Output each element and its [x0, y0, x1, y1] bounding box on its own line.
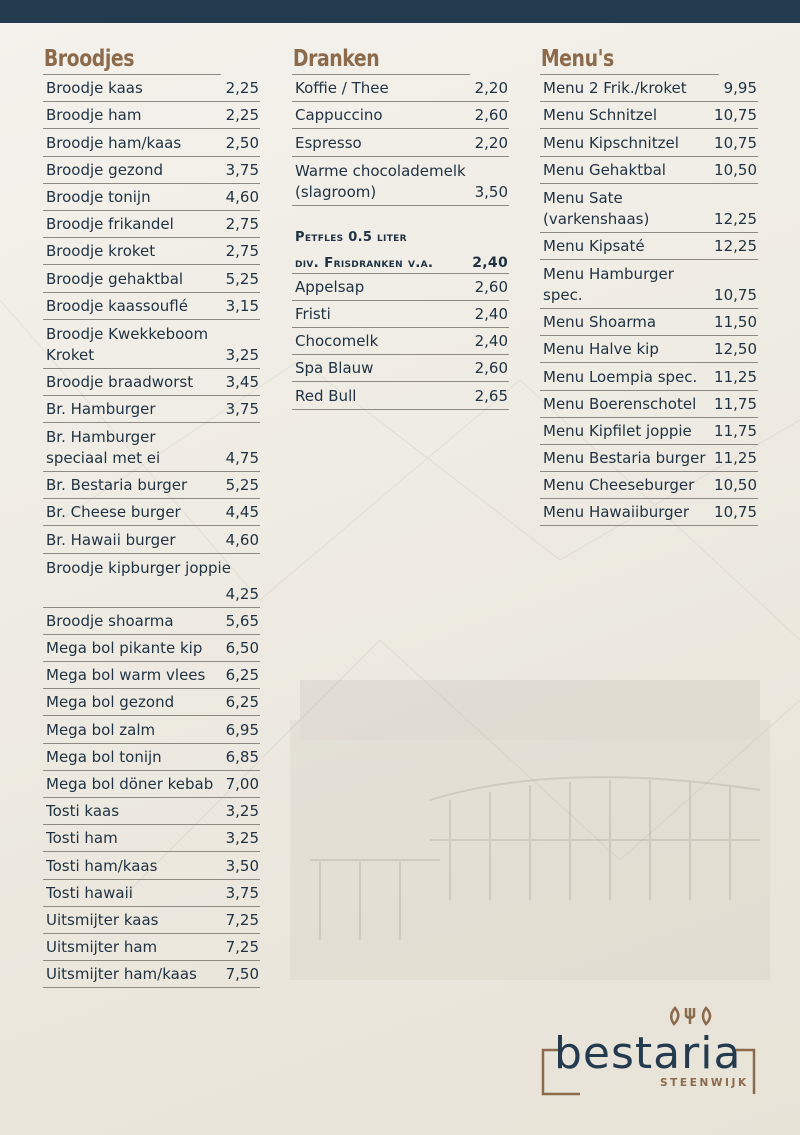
menu-item: [292, 355, 509, 382]
item-price: 5,25: [225, 269, 259, 288]
menu-item: [43, 396, 260, 423]
item-name: Tosti kaas: [46, 802, 120, 821]
menu-item: [43, 880, 260, 907]
item-name: Menu Sate (varkenshaas): [543, 188, 650, 228]
item-name: Broodje Kwekkeboom Kroket: [46, 324, 209, 364]
menu-item: [540, 391, 758, 418]
menu-item: [43, 499, 260, 526]
menu-item: [292, 274, 509, 301]
item-name: Red Bull: [295, 386, 357, 405]
item-price: 6,25: [225, 666, 259, 685]
item-price: 7,25: [225, 938, 259, 957]
menu-item: [540, 129, 758, 156]
menu-item: [540, 157, 758, 184]
item-price: 3,75: [225, 400, 259, 419]
item-name: Br. Hamburger speciaal met ei: [46, 428, 161, 468]
menu-item: [43, 75, 260, 102]
item-name: Koffie / Thee: [295, 79, 389, 98]
item-price: 12,50: [714, 340, 757, 359]
item-name: Menu Boerenschotel: [543, 394, 697, 413]
menu-item: [43, 608, 260, 635]
menu-item: [43, 907, 260, 934]
menu-item: [43, 211, 260, 238]
menu-item: [43, 293, 260, 320]
item-price: 6,85: [225, 747, 259, 766]
menu-item: [540, 260, 758, 309]
bestaria-logo: [540, 1002, 760, 1097]
item-name: Menu Cheeseburger: [543, 476, 695, 495]
column-dranken: [292, 44, 509, 410]
item-price: 3,45: [225, 372, 259, 391]
menu-item: [540, 499, 758, 526]
item-name: Menu 2 Frik./kroket: [543, 79, 687, 98]
menu-item: [43, 157, 260, 184]
item-price: 7,25: [225, 910, 259, 929]
item-price: 3,25: [225, 802, 259, 821]
menus-list: [540, 75, 758, 526]
item-name: Broodje kaassouflé: [46, 296, 188, 315]
frisdranken-row: [292, 247, 509, 274]
menu-item: [43, 825, 260, 852]
item-price: 7,00: [225, 774, 259, 793]
frisdranken-label: div. Frisdranken v.a.: [295, 254, 434, 271]
menu-item: [292, 328, 509, 355]
item-name: Menu Loempia spec.: [543, 367, 698, 386]
item-price: 3,50: [474, 182, 508, 201]
menu-item: [292, 301, 509, 328]
menu-item: [540, 336, 758, 363]
item-name: Menu Bestaria burger: [543, 449, 706, 468]
item-name: Broodje gezond: [46, 160, 163, 179]
menu-item: [540, 75, 758, 102]
item-name: Espresso: [295, 133, 362, 152]
item-price: 7,50: [225, 965, 259, 984]
section-title-menus: Menu's: [540, 44, 719, 75]
item-price: 2,65: [474, 386, 508, 405]
broodjes-list: [43, 75, 260, 988]
item-name: Menu Shoarma: [543, 313, 657, 332]
item-name: Menu Schnitzel: [543, 106, 658, 125]
menu-item: [43, 320, 260, 369]
column-menus: [540, 44, 758, 526]
item-name: Menu Kipsaté: [543, 236, 645, 255]
item-name: Br. Hawaii burger: [46, 530, 176, 549]
item-name: Mega bol tonijn: [46, 747, 162, 766]
menu-item: [540, 102, 758, 129]
item-name: Br. Cheese burger: [46, 503, 181, 522]
menu-item: [43, 744, 260, 771]
menu-item: [43, 554, 260, 608]
menu-item: [292, 157, 509, 206]
item-price: 10,75: [714, 503, 757, 522]
menu-item: [43, 798, 260, 825]
item-price: 11,50: [714, 313, 757, 332]
item-price: 9,95: [723, 79, 757, 98]
item-price: 2,60: [474, 277, 508, 296]
menu-item: [43, 934, 260, 961]
item-name: Mega bol gezond: [46, 693, 175, 712]
item-name: Broodje tonijn: [46, 187, 151, 206]
item-name: Broodje kipburger joppie: [46, 559, 231, 578]
item-name: Mega bol zalm: [46, 720, 156, 739]
menu-item: [43, 472, 260, 499]
menu-item: [43, 423, 260, 472]
menu-item: [540, 472, 758, 499]
item-name: Mega bol pikante kip: [46, 639, 203, 657]
menu-item: [292, 102, 509, 129]
item-name: Broodje braadworst: [46, 372, 194, 391]
item-name: Menu Kipfilet joppie: [543, 421, 692, 440]
item-price: 4,75: [225, 449, 259, 468]
menu-item: [43, 184, 260, 211]
petfles-subheading: [292, 220, 509, 247]
menu-item: [43, 771, 260, 798]
item-name: Broodje frikandel: [46, 215, 174, 234]
item-price: 4,25: [225, 584, 259, 603]
section-title-broodjes: Broodjes: [43, 44, 221, 75]
item-price: 10,75: [714, 285, 757, 304]
menu-item: [43, 662, 260, 689]
menu-item: [43, 265, 260, 292]
item-price: 3,75: [225, 160, 259, 179]
menu-item: [292, 129, 509, 156]
item-price: 10,50: [714, 476, 757, 495]
logo-tagline: STEENWIJK: [660, 1077, 749, 1089]
item-price: 3,25: [225, 829, 259, 848]
item-price: 2,40: [474, 304, 508, 323]
dranken-list-after: [292, 274, 509, 410]
section-title-dranken: Dranken: [292, 44, 470, 75]
item-price: 3,25: [225, 345, 259, 364]
item-name: Uitsmijter ham: [46, 938, 158, 957]
item-name: Broodje gehaktbal: [46, 269, 184, 288]
item-price: 3,50: [225, 856, 259, 875]
item-name: Menu Hamburger spec.: [543, 264, 674, 304]
item-price: 6,95: [225, 720, 259, 739]
column-broodjes: [43, 44, 260, 988]
menu-item: [43, 689, 260, 716]
item-name: Uitsmijter ham/kaas: [46, 965, 197, 984]
menu-item: [43, 238, 260, 265]
item-price: 4,60: [225, 187, 259, 206]
item-price: 2,75: [225, 242, 259, 261]
item-price: 10,50: [714, 160, 757, 179]
item-price: 6,25: [225, 693, 259, 712]
item-name: Broodje kroket: [46, 242, 156, 261]
item-name: Spa Blauw: [295, 359, 374, 378]
menu-item: [43, 635, 260, 662]
item-price: 3,15: [225, 296, 259, 315]
menu-item: [43, 526, 260, 553]
item-name: Fristi: [295, 304, 331, 323]
item-name: Chocomelk: [295, 332, 379, 351]
cutlery-logo-icon: [671, 1008, 710, 1024]
item-price: 4,60: [225, 530, 259, 549]
menu-item: [540, 363, 758, 390]
item-price: 5,25: [225, 476, 259, 495]
item-name: Br. Bestaria burger: [46, 476, 188, 495]
item-name: Mega bol döner kebab: [46, 774, 214, 793]
item-name: Cappuccino: [295, 106, 383, 125]
item-price: 12,25: [714, 209, 757, 228]
menu-item: [43, 369, 260, 396]
dranken-list: [292, 75, 509, 206]
item-name: Uitsmijter kaas: [46, 910, 159, 929]
item-price: 5,65: [225, 611, 259, 630]
menu-item: [292, 75, 509, 102]
item-name: Menu Kipschnitzel: [543, 133, 679, 152]
item-name: Menu Hawaiiburger: [543, 503, 690, 522]
item-name: Br. Hamburger: [46, 400, 156, 419]
menu-item: [540, 445, 758, 472]
menu-item: [540, 233, 758, 260]
item-price: 2,25: [225, 79, 259, 98]
item-price: 10,75: [714, 133, 757, 152]
menu-item: [540, 309, 758, 336]
menu-item: [43, 961, 260, 988]
menu-item: [292, 382, 509, 409]
item-price: 11,25: [714, 449, 757, 468]
logo-wordmark: bestaria: [554, 1028, 742, 1079]
petfles-subheading-label: Petfles 0.5 liter: [295, 229, 407, 245]
menu-item: [43, 852, 260, 879]
item-name: Tosti ham/kaas: [46, 856, 158, 875]
item-price: 3,75: [225, 883, 259, 902]
item-price: 11,25: [714, 367, 757, 386]
frisdranken-price: 2,40: [472, 254, 508, 271]
top-bar: [0, 0, 800, 23]
menu-item: [540, 418, 758, 445]
item-name: Broodje ham/kaas: [46, 133, 182, 152]
item-name: Tosti ham: [46, 829, 118, 848]
item-name: Tosti hawaii: [46, 883, 133, 902]
menu-item: [43, 129, 260, 156]
item-price: 2,25: [225, 106, 259, 125]
item-price: 2,50: [225, 133, 259, 152]
item-price: 11,75: [714, 394, 757, 413]
item-name: Broodje shoarma: [46, 611, 174, 630]
item-name: Broodje kaas: [46, 79, 143, 98]
item-price: 6,50: [225, 639, 259, 657]
item-price: 2,20: [474, 79, 508, 98]
menu-item: [43, 102, 260, 129]
item-price: 11,75: [714, 421, 757, 440]
item-price: 10,75: [714, 106, 757, 125]
item-name: Broodje ham: [46, 106, 142, 125]
item-price: 2,40: [474, 332, 508, 351]
item-name: Warme chocolademelk (slagroom): [295, 161, 466, 201]
item-name: Mega bol warm vlees: [46, 666, 206, 685]
menu-item: [43, 716, 260, 743]
item-price: 2,75: [225, 215, 259, 234]
item-name: Appelsap: [295, 277, 365, 296]
item-price: 2,20: [474, 133, 508, 152]
item-price: 12,25: [714, 236, 757, 255]
item-name: Menu Gehaktbal: [543, 160, 666, 179]
item-price: 4,45: [225, 503, 259, 522]
item-price: 2,60: [474, 106, 508, 125]
menu-item: [540, 184, 758, 233]
item-name: Menu Halve kip: [543, 340, 659, 359]
item-price: 2,60: [474, 359, 508, 378]
